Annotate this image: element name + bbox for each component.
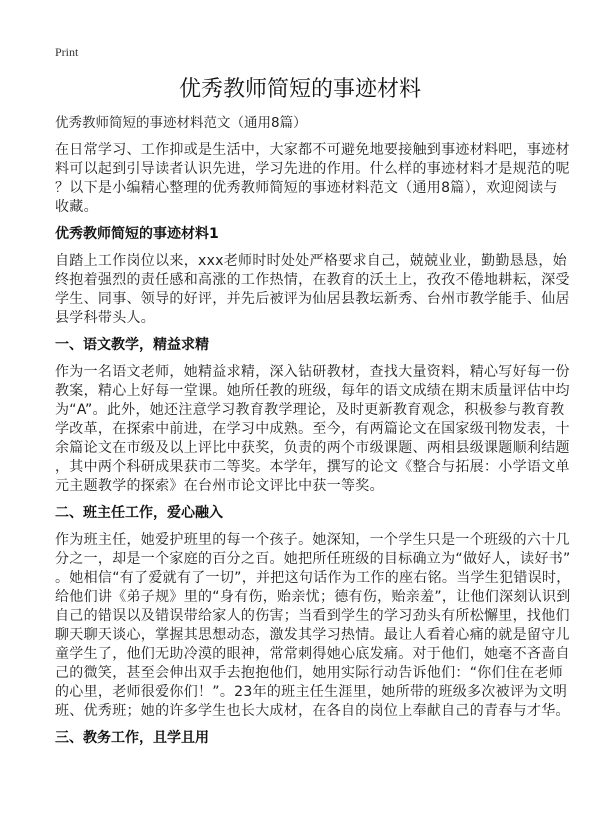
section-heading-teaching: 一、语文教学，精益求精 (55, 337, 209, 353)
text-line: 终抱着强烈的责任感和高涨的工作热情，在教育的沃土上，孜孜不倦地耕耘，深受 (55, 272, 570, 288)
document-subtitle: 优秀教师简短的事迹材料范文（通用8篇） (55, 115, 307, 131)
text-line: 县学科带头人。 (55, 310, 156, 326)
text-line: 教案，精心上好每一堂课。她所任教的班级，每年的语文成绩在期末质量评估中均 (55, 383, 570, 399)
text-line: 聊天聊天谈心，掌握其思想动态，激发其学习热情。最让人看着心痛的就是留守儿 (55, 627, 570, 643)
text-line: 收藏。 (55, 199, 98, 215)
text-line: 己的微笑，甚至会伸出双手去抱抱他们，她用实际行动告诉他们：“你们住在老师 (55, 665, 564, 681)
text-line: 在日常学习、工作抑或是生活中，大家都不可避免地要接触到事迹材料吧，事迹材 (55, 142, 570, 158)
article-paragraph (55, 252, 570, 328)
text-line: ？以下是小编精心整理的优秀教师简短的事迹材料范文（通用8篇），欢迎阅读与 (55, 180, 558, 196)
text-line: 余篇论文在市级及以上评比中获奖，负责的两个市级课题、两相县级课题顺利结题 (55, 440, 570, 456)
text-line: 料可以起到引导读者认识先进，学习先进的作用。什么样的事迹材料才是规范的呢 (55, 161, 570, 177)
text-line: 学生、同事、领导的好评，并先后被评为仙居县教坛新秀、台州市教学能手、仙居 (55, 291, 570, 307)
section-heading-class-teacher: 二、班主任工作，爱心融入 (55, 505, 223, 521)
article-heading: 优秀教师简短的事迹材料1 (55, 226, 219, 242)
text-line: 班、优秀班；她的许多学生也长大成材，在各自的岗位上奉献自己的青春与才华。 (55, 703, 570, 719)
section-heading-academic-affairs: 三、教务工作，且学且用 (55, 730, 209, 746)
text-line: 作为班主任，她爱护班里的每一个孩子。她深知，一个学生只是一个班级的六十几 (55, 532, 570, 548)
page-title: 优秀教师简短的事迹材料 (178, 77, 421, 102)
teaching-paragraph (55, 363, 570, 496)
text-line: 自己的错误以及错误带给家人的伤害；当看到学生的学习劲头有所松懈里，找他们 (55, 608, 570, 624)
text-line: 。她相信“有了爱就有了一切”，并把这句话作为工作的座右铭。当学生犯错误时， (55, 570, 571, 586)
text-line: 自踏上工作岗位以来，xxx老师时时处处严格要求自己，兢兢业业，勤勤恳恳，始 (55, 253, 567, 269)
print-link[interactable]: Print (55, 45, 79, 59)
text-line: 的心里，老师很爱你们！”。23年的班主任生涯里，她所带的班级多次被评为文明 (55, 684, 568, 700)
text-line: 为“A”。此外，她还注意学习教育教学理论，及时更新教育观念，积极参与教育教 (55, 402, 565, 418)
text-line: 童学生了，他们无助冷漠的眼神，常常刺得她心底发痛。对于他们，她毫不吝啬自 (55, 646, 570, 662)
text-line: 学改革，在探索中前进，在学习中成熟。至今，有两篇论文在国家级刊物发表，十 (55, 421, 570, 437)
intro-paragraph (55, 141, 570, 217)
class-teacher-paragraph (55, 531, 571, 721)
text-line: 给他们讲《弟子规》里的“身有伤，贻亲忧；德有伤，贻亲羞”，让他们深刻认识到 (55, 589, 571, 605)
text-line: 元主题教学的探索》在台州市论文评比中获一等奖。 (55, 478, 384, 494)
text-line: 作为一名语文老师，她精益求精，深入钻研教材，查找大量资料，精心写好每一份 (55, 364, 570, 380)
text-line: 分之一，却是一个家庭的百分之百。她把所任班级的目标确立为“做好人，读好书” (55, 551, 571, 567)
text-line: ，其中两个科研成果获市二等奖。本学年，撰写的论文《整合与拓展：小学语文单 (55, 459, 570, 475)
